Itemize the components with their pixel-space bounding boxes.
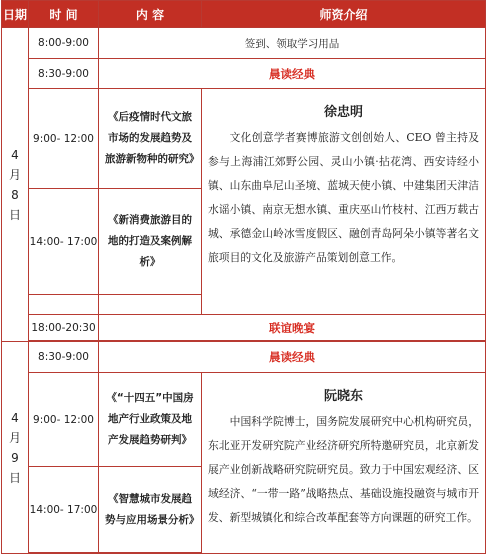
day1-session1-title: 《后疫情时代文旅市场的发展趋势及旅游新物种的研究》 (99, 89, 202, 189)
day2-session2-time: 14:00- 17:00 (29, 467, 99, 553)
day1-evening-row (2, 315, 486, 341)
day2-date-char: 4 (11, 410, 19, 425)
day2-end-content (99, 553, 202, 554)
day2-reading-row (2, 342, 486, 373)
day1-session1-time: 9:00- 12:00 (29, 89, 99, 189)
day2-teacher-bio: 中国科学院博士，国务院发展研究中心机构研究员，东北亚开发研究院产业经济研究所特邀研究员，北京新发展产业创新战略研究院研究员。致力于中国宏观经济、区域经济、“一带一路”战略热点、基础设施投融资与城市开发、新型城镇化和综合改革配套等方向课题的研究工作。 (208, 415, 479, 524)
day2-date-char: 9 (11, 450, 19, 465)
day1-reading-time: 8:30-9:00 (29, 59, 99, 89)
header-date: 日期 (2, 1, 29, 28)
day1-date-char: 月 (8, 167, 21, 182)
header-time: 时 间 (29, 1, 99, 28)
day1-evening-text: 联谊晚宴 (99, 315, 486, 341)
header-row (2, 1, 486, 28)
course-schedule-table (1, 0, 486, 554)
day1-session2-time: 14:00- 17:00 (29, 189, 99, 295)
day1-session1-row (2, 89, 486, 189)
day2-date-cell (2, 342, 29, 554)
day2-teacher-name: 阮晓东 (323, 389, 363, 404)
day2-date-char: 日 (8, 470, 21, 485)
day1-session2-title: 《新消费旅游目的地的打造及案例解析》 (99, 189, 202, 295)
day2-session1-time: 9:00- 12:00 (29, 373, 99, 467)
header-teacher: 师资介绍 (202, 1, 486, 28)
day2-session1-row (2, 373, 486, 467)
day1-evening-time: 18:00-20:30 (29, 315, 99, 341)
day1-spacer-content (99, 295, 202, 315)
day1-reading-row (2, 59, 486, 89)
day1-date-char: 8 (11, 187, 19, 202)
day1-checkin-text: 签到、领取学习用品 (99, 28, 486, 59)
day1-date-char: 日 (8, 207, 21, 222)
day2-teacher-cell (202, 373, 486, 554)
day2-end-time (29, 553, 99, 554)
day1-date-cell (2, 28, 29, 342)
day1-teacher-cell (202, 89, 486, 315)
day1-teacher-bio: 文化创意学者赛博旅游文创创始人、CEO 曾主持及参与上海浦江郊野公园、灵山小镇·拈花湾、西安诗经小镇、山东曲阜尼山圣境、蓝城天使小镇、中建集团天津洁水谣小镇、南京无想水镇、重庆巫山竹枝村、江西万载古城、承德金山岭冰雪度假区、融创青岛阿朵小镇等著名文旅项目的文化及旅游产品策划创意工作。 (208, 131, 479, 264)
day1-date-char: 4 (11, 147, 19, 162)
day1-teacher-name: 徐忠明 (323, 105, 363, 120)
day1-spacer-time (29, 295, 99, 315)
day1-checkin-row (2, 28, 486, 59)
day2-date-char: 月 (8, 430, 21, 445)
day2-reading-time: 8:30-9:00 (29, 342, 99, 373)
day2-session1-title: 《“十四五”中国房地产行业政策及地产发展趋势研判》 (99, 373, 202, 467)
header-content: 内 容 (99, 1, 202, 28)
day1-checkin-time: 8:00-9:00 (29, 28, 99, 59)
day2-session2-title: 《智慧城市发展趋势与应用场景分析》 (99, 467, 202, 553)
day1-reading-text: 晨读经典 (99, 59, 486, 89)
day2-reading-text: 晨读经典 (99, 342, 486, 373)
